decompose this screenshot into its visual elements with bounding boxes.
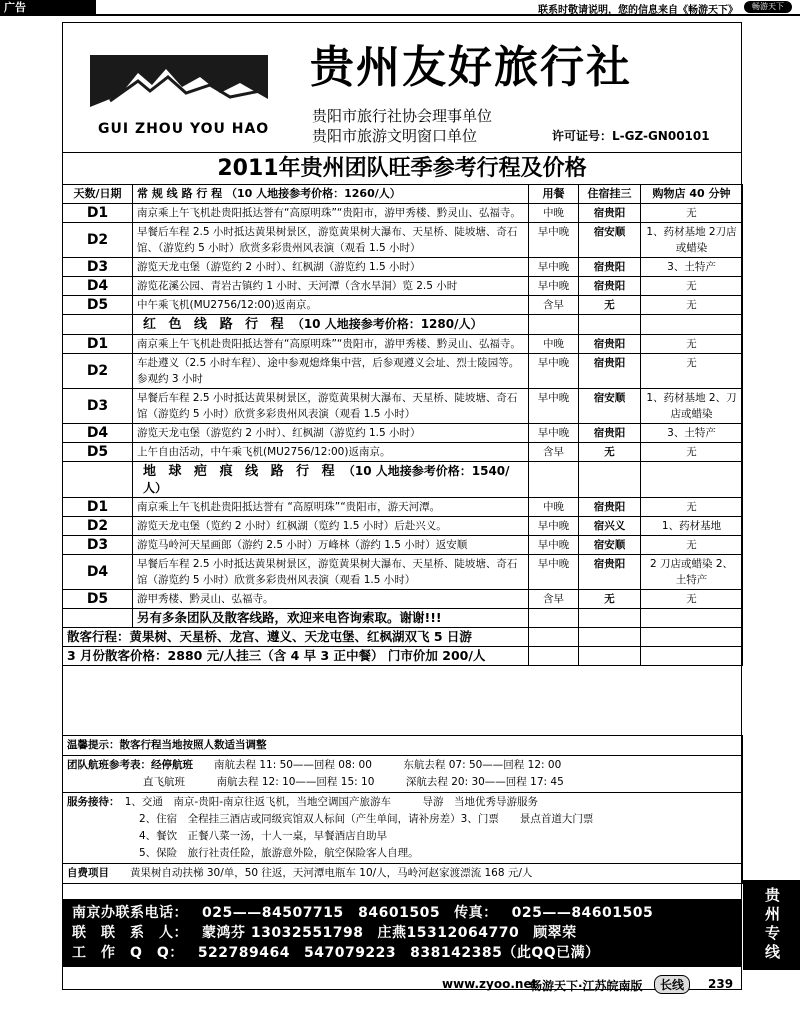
meal-cell: 早中晚 (529, 555, 579, 590)
civility-line: 贵阳市旅游文明窗口单位 (312, 127, 478, 145)
route-text: 游甲秀楼、黔灵山、弘福寺。 (133, 590, 529, 609)
more-routes-row (63, 609, 743, 628)
day-label: D4 (63, 277, 133, 296)
info-table (62, 735, 743, 884)
day-label: D1 (63, 204, 133, 223)
scatter-itinerary: 散客行程：黄果树、天星桥、龙宫、遵义、天龙屯堡、红枫湖双飞 5 日游 (63, 628, 529, 647)
itinerary-table (62, 184, 743, 666)
fax-label: 传真： (454, 905, 498, 921)
itinerary-row (63, 517, 743, 536)
route-text: 游览天龙屯堡（游览约 2 小时）、红枫湖（游览约 1.5 小时） (133, 424, 529, 443)
more-routes-note: 另有多条团队及散客线路，欢迎来电咨询索取。谢谢!!! (133, 609, 529, 628)
magazine-logo: 畅游天下 (744, 1, 792, 13)
meal-cell: 早中晚 (529, 517, 579, 536)
itinerary-row (63, 258, 743, 277)
route-text: 南京乘上午飞机赴贵阳抵达誉有“高原明珠”“贵阳市，游甲秀楼、黔灵山、弘福寺。 (133, 335, 529, 354)
route-text: 南京乘上午飞机赴贵阳抵达誉有“高原明珠”“贵阳市，游甲秀楼、黔灵山、弘福寺。 (133, 204, 529, 223)
hotel-cell: 宿贵阳 (579, 424, 641, 443)
earth-route-title: 地 球 疤 痕 线 路 行 程 (143, 464, 339, 479)
route-text: 早餐后车程 2.5 小时抵达黄果树景区，游览黄果树大瀑布、天星桥、陡坡塘、奇石馆、（游览约 5 小时）欣赏多彩贵州风表演（观看 1.5 小时） (133, 223, 529, 258)
meal-cell: 中晚 (529, 335, 579, 354)
shop-cell: 无 (641, 443, 743, 462)
table-header-row (63, 185, 743, 204)
meal-cell: 早中晚 (529, 424, 579, 443)
day-label: D3 (63, 389, 133, 424)
hotel-cell: 宿贵阳 (579, 555, 641, 590)
route-text: 早餐后车程 2.5 小时抵达黄果树景区，游览黄果树大瀑布、天星桥、陡坡塘、奇石馆（游览约 5 小时）欣赏多彩贵州风表演（观看 1.5 小时） (133, 555, 529, 590)
page-footer (62, 972, 742, 996)
service-insurance: 5、保险 旅行社责任险，旅游意外险，航空保险客人自理。 (139, 847, 419, 859)
shop-cell: 1、药材基地 2刀店或蜡染 (641, 223, 743, 258)
red-route-title: 红 色 线 路 行 程 (143, 317, 288, 332)
shop-cell: 无 (641, 296, 743, 315)
flight-stop-south: 南航去程 11: 50——回程 08: 00 (214, 759, 372, 771)
footer-publication: 畅游天下·江苏皖南版 (530, 979, 643, 993)
meal-cell: 早中晚 (529, 389, 579, 424)
day-label: D2 (63, 223, 133, 258)
day-label: D2 (63, 517, 133, 536)
hotel-cell: 宿贵阳 (579, 258, 641, 277)
itinerary-row (63, 223, 743, 258)
page-number: 239 (708, 977, 734, 991)
itinerary-row (63, 335, 743, 354)
route-text: 中午乘飞机(MU2756/12:00)返南京。 (133, 296, 529, 315)
day-label: D2 (63, 354, 133, 389)
col-shop-header: 购物店 40 分钟 (641, 185, 743, 204)
itinerary-row (63, 277, 743, 296)
route-text: 车赴遵义（2.5 小时车程）、途中参观熄烽集中营，后参观遵义会址、烈士陵园等。参观约 3 小时 (133, 354, 529, 389)
qq-2: 547079223 (303, 945, 397, 961)
route-text: 游览天龙屯堡（览约 2 小时）红枫湖（览约 1.5 小时）后赴兴义。 (133, 517, 529, 536)
shop-cell: 无 (641, 204, 743, 223)
day-label: D1 (63, 335, 133, 354)
day-label: D1 (63, 498, 133, 517)
shop-cell: 2 刀店或蜡染 2、土特产 (641, 555, 743, 590)
hotel-cell: 宿贵阳 (579, 498, 641, 517)
hotel-cell: 宿贵阳 (579, 204, 641, 223)
itinerary-row (63, 555, 743, 590)
hotel-cell: 宿贵阳 (579, 335, 641, 354)
shop-cell: 3、土特产 (641, 258, 743, 277)
meal-cell: 早中晚 (529, 536, 579, 555)
meal-cell: 含早 (529, 590, 579, 609)
red-route-section (63, 315, 743, 335)
qq-label: 工 作 Q Q： (72, 945, 184, 961)
route-text: 上午自由活动，中午乘飞机(MU2756/12:00)返南京。 (133, 443, 529, 462)
itinerary-row (63, 204, 743, 223)
hotel-cell: 无 (579, 590, 641, 609)
col-day-header: 天数/日期 (63, 185, 133, 204)
meal-cell: 中晚 (529, 498, 579, 517)
contact-person-label: 联 联 系 人： (72, 925, 188, 941)
hotel-cell: 宿贵阳 (579, 277, 641, 296)
regular-route-rows (63, 204, 743, 315)
shop-cell: 无 (641, 277, 743, 296)
service-label: 服务接待： (67, 796, 115, 808)
red-route-rows (63, 335, 743, 462)
flight-stop-east: 东航去程 07: 50——回程 12: 00 (403, 759, 562, 771)
footer-url: www.zyoo.net (442, 977, 538, 991)
company-name: 贵州友好旅行社 (310, 42, 632, 93)
flight-direct-shenzhen: 深航去程 20: 30——回程 17: 45 (405, 776, 564, 788)
itinerary-row (63, 354, 743, 389)
earth-route-price: （10 人地接参考价格：1540/人） (143, 464, 510, 495)
shop-cell: 无 (641, 335, 743, 354)
contact-block (62, 899, 742, 967)
qq-3: 838142385（此QQ已满） (410, 945, 600, 961)
hotel-cell: 无 (579, 443, 641, 462)
self-paid-row (63, 864, 743, 884)
disclaimer-text: 联系时敬请说明，您的信息来自《畅游天下》 (538, 5, 738, 16)
shop-cell: 无 (641, 536, 743, 555)
itinerary-row (63, 536, 743, 555)
fax-number: 025——84601505 (511, 905, 654, 921)
self-paid-label: 自费项目 (67, 867, 109, 879)
day-label: D5 (63, 590, 133, 609)
flight-direct-south: 南航去程 12: 10——回程 15: 10 (216, 776, 375, 788)
red-route-price: （10 人地接参考价格：1280/人） (291, 317, 483, 331)
tip-text: 温馨提示：散客行程当地按照人数适当调整 (63, 736, 743, 756)
shop-cell: 3、土特产 (641, 424, 743, 443)
service-meals: 4、餐饮 正餐八菜一汤，十人一桌，早餐酒店自助早 (139, 830, 388, 842)
day-label: D3 (63, 536, 133, 555)
itinerary-row (63, 590, 743, 609)
itinerary-row (63, 498, 743, 517)
flight-direct-label: 直飞航班 (143, 776, 185, 788)
shop-cell: 无 (641, 498, 743, 517)
top-bar (0, 0, 800, 16)
route-text: 游览马岭河天星画郎（游约 2.5 小时）万峰林（游约 1.5 小时）返安顺 (133, 536, 529, 555)
scatter-row (63, 628, 743, 647)
col-route-header: 常 规 线 路 行 程 （10 人地接参考价格：1260/人） (133, 185, 529, 204)
meal-cell: 中晚 (529, 204, 579, 223)
meal-cell: 含早 (529, 296, 579, 315)
shop-cell: 1、药材基地 2、刀店或蜡染 (641, 389, 743, 424)
col-hotel-header: 住宿挂三 (579, 185, 641, 204)
contact-person-2: 庄燕15312064770 (377, 925, 520, 941)
ad-label: 广告 (0, 0, 96, 16)
meal-cell: 早中晚 (529, 354, 579, 389)
day-label: D4 (63, 555, 133, 590)
itinerary-row (63, 443, 743, 462)
shop-cell: 无 (641, 590, 743, 609)
meal-cell: 早中晚 (529, 223, 579, 258)
meal-cell: 早中晚 (529, 258, 579, 277)
qq-1: 522789464 (197, 945, 290, 961)
shop-cell: 1、药材基地 (641, 517, 743, 536)
day-label: D3 (63, 258, 133, 277)
hotel-cell: 宿安顺 (579, 223, 641, 258)
hotel-cell: 无 (579, 296, 641, 315)
col-meal-header: 用餐 (529, 185, 579, 204)
earth-route-section (63, 462, 743, 498)
itinerary-row (63, 389, 743, 424)
march-price-row (63, 647, 743, 666)
flight-label: 团队航班参考表：经停航班 (67, 759, 193, 771)
flight-table (63, 756, 743, 793)
self-paid-items: 黄果树自动扶梯 30/单，50 往返，天河潭电瓶车 10/人，马岭河赵家渡漂流 168 元/人 (130, 867, 533, 879)
meal-cell: 早中晚 (529, 277, 579, 296)
day-label: D5 (63, 296, 133, 315)
office-phone-label: 南京办联系电话： (72, 905, 188, 921)
contact-person-1: 蒙鸿芬 13032551798 (202, 925, 364, 941)
itinerary-title: 2011年贵州团队旺季参考行程及价格 (62, 152, 742, 184)
route-text: 游览天龙屯堡（游览约 2 小时）、红枫湖（游览约 1.5 小时） (133, 258, 529, 277)
office-phone: 025——84507715 84601505 (202, 905, 441, 921)
membership-line: 贵阳市旅行社协会理事单位 (312, 107, 493, 125)
march-price: 3 月份散客价格：2880 元/人挂三（含 4 早 3 正中餐） 门市价加 200/人 (63, 647, 529, 666)
itinerary-row (63, 296, 743, 315)
route-text: 南京乘上午飞机赴贵阳抵达誉有 “高原明珠”“贵阳市，游天河潭。 (133, 498, 529, 517)
hotel-cell: 宿安顺 (579, 536, 641, 555)
day-label: D4 (63, 424, 133, 443)
day-label: D5 (63, 443, 133, 462)
meal-cell: 含早 (529, 443, 579, 462)
hotel-cell: 宿安顺 (579, 389, 641, 424)
footer-tag: 长线 (654, 975, 690, 994)
contact-person-3: 顾翠荣 (533, 925, 577, 941)
route-text: 游览花溪公园、青岩古镇约 1 小时、天河潭（含水旱洞）览 2.5 小时 (133, 277, 529, 296)
service-block (63, 793, 743, 864)
hotel-cell: 宿贵阳 (579, 354, 641, 389)
shop-cell: 无 (641, 354, 743, 389)
agency-header (62, 23, 742, 151)
side-tab: 贵州专线 (743, 880, 800, 970)
service-lodging: 2、住宿 全程挂三酒店或同级宾馆双人标间（产生单间，请补房差）3、门票 景点首道大门票 (139, 813, 594, 825)
license-number: 许可证号：L-GZ-GN00101 (552, 129, 710, 143)
mountain-logo-icon (90, 55, 268, 111)
logo-caption: GUI ZHOU YOU HAO (98, 121, 270, 137)
service-transport: 1、交通 南京-贵阳-南京往返飞机，当地空调国产旅游车 导游 当地优秀导游服务 (124, 796, 539, 808)
earth-route-rows (63, 498, 743, 609)
itinerary-row (63, 424, 743, 443)
route-text: 早餐后车程 2.5 小时抵达黄果树景区，游览黄果树大瀑布、天星桥、陡坡塘、奇石馆（游览约 5 小时）欣赏多彩贵州风表演（观看 1.5 小时） (133, 389, 529, 424)
hotel-cell: 宿兴义 (579, 517, 641, 536)
